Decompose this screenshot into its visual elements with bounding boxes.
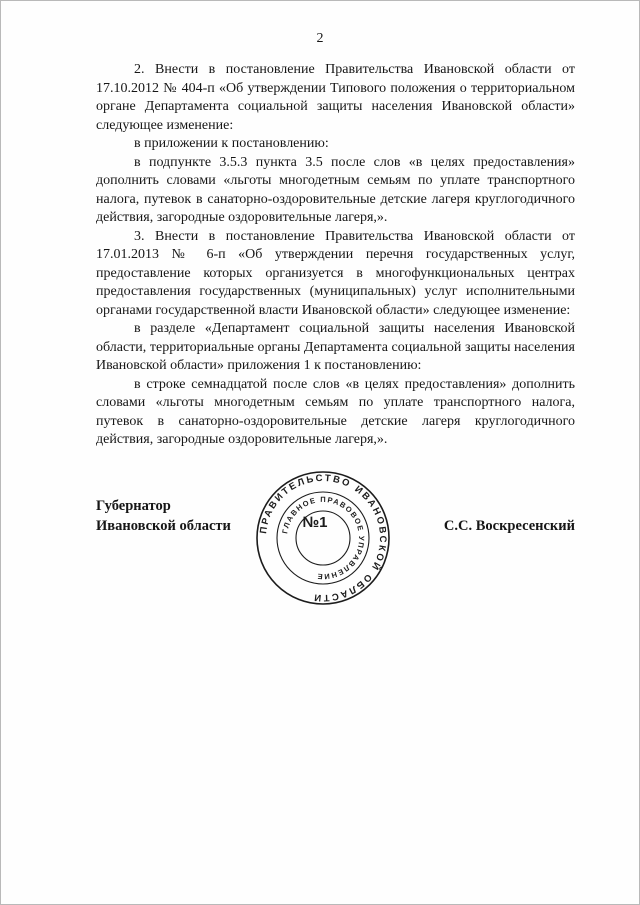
paragraph-1: 2. Внести в постановление Правительства Ивановской области от 17.10.2012 № 404-п «Об утверждении Типового положения о территориальном органе Департамента социальной защиты населения Ивановской области» следующее изменение: (96, 62, 575, 133)
signer-position-line1: Губернатор (96, 498, 171, 514)
document-body (96, 61, 575, 450)
svg-text:ПРАВИТЕЛЬСТВО ИВАНОВСКОЙ ОБЛАС (258, 473, 388, 603)
signer-name: С.С. Воскресенский (443, 518, 575, 534)
stamp-number: №1 (302, 514, 328, 531)
signer-position-line2: Ивановской области (96, 518, 231, 534)
signer-position (96, 496, 231, 536)
stamp-seal-icon (252, 467, 394, 609)
stamp-outer-ring-text: ПРАВИТЕЛЬСТВО ИВАНОВСКОЙ ОБЛАСТИ (258, 472, 389, 604)
stamp-outer-circle (257, 472, 389, 604)
paragraph-6: в строке семнадцатой после слов «в целях предоставления» дополнить словами «льготы многодетным семьям по уплате транспортного налога, путевок в санаторно-оздоровительные детские лагеря круглогодичного действия, загородные оздоровительные лагеря,». (96, 376, 575, 447)
stamp-inner-ring-text: ГЛАВНОЕ ПРАВОВОЕ УПРАВЛЕНИЕ (280, 494, 367, 582)
paragraph-2: в приложении к постановлению: (134, 136, 329, 151)
paragraph-3: в подпункте 3.5.3 пункта 3.5 после слов «в целях предоставления» дополнить словами «льготы многодетным семьям по уплате транспортного налога, путевок в санаторно-оздоровительные детские лагеря круглогодичного действия, загородные оздоровительные лагеря,». (96, 154, 575, 225)
official-stamp (252, 467, 394, 609)
paragraph-4: 3. Внести в постановление Правительства Ивановской области от 17.01.2013 № 6-п «Об утверждении перечня государственных услуг, предоставление которых организуется в многофункциональных центрах предоставления государственных (муниципальных) услуг исполнительными органами государственной власти Ивановской области» следующее изменение: (96, 228, 575, 318)
paragraph-5: в разделе «Департамент социальной защиты населения Ивановской области, территориальные органы Департамента социальной защиты населения Ивановской области» приложения 1 к постановлению: (96, 321, 575, 373)
signature-block (96, 496, 575, 536)
page-number: 2 (316, 31, 324, 46)
